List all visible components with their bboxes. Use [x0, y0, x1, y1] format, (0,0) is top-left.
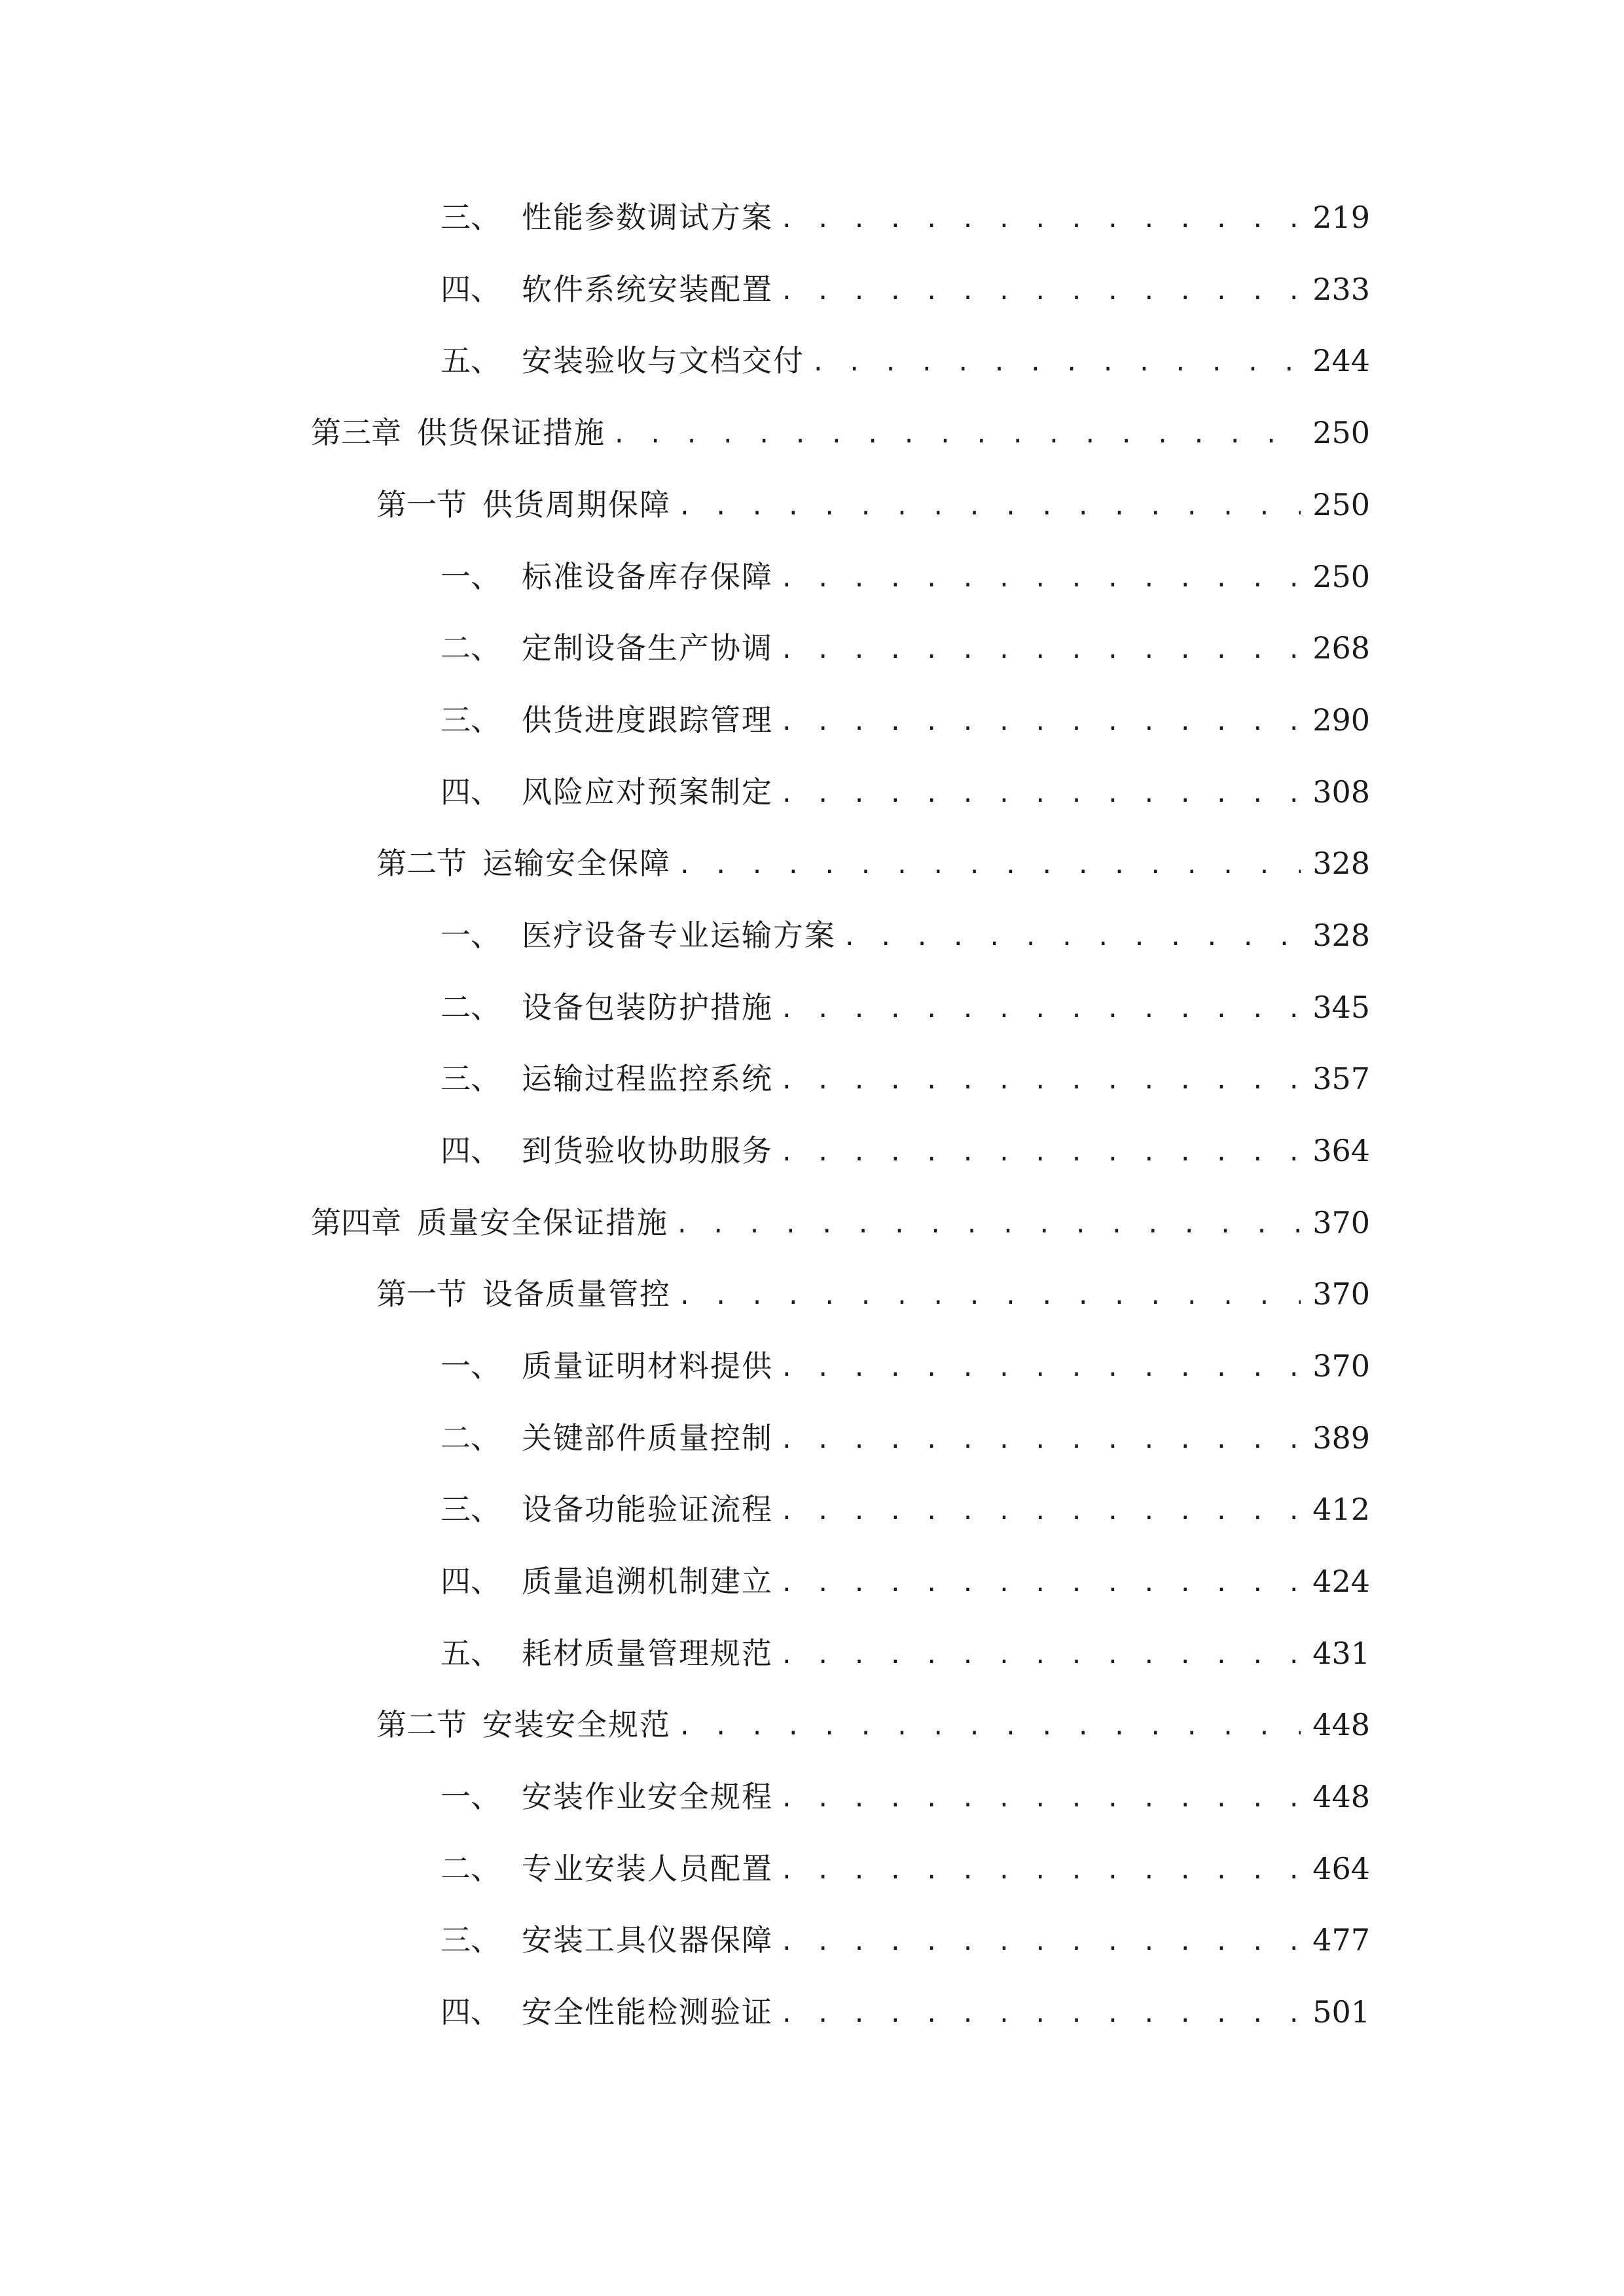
dot-leader [780, 1412, 1301, 1464]
entry-number: 第三章 [311, 415, 401, 450]
dot-leader [780, 1340, 1301, 1392]
entry-number: 一、 [441, 1779, 501, 1814]
toc-entry[interactable] [441, 622, 1370, 674]
toc-entry[interactable] [376, 837, 1370, 889]
toc-entry[interactable] [441, 1483, 1370, 1535]
entry-number: 四、 [441, 774, 501, 810]
entry-page-number: 233 [1312, 272, 1370, 307]
entry-title: 关键部件质量控制 [522, 1420, 773, 1456]
toc-entry[interactable] [311, 406, 1370, 459]
toc-entry[interactable] [441, 1770, 1370, 1823]
toc-entry[interactable] [441, 1986, 1370, 2038]
entry-title: 供货周期保障 [482, 487, 671, 522]
entry-number: 三、 [441, 200, 501, 235]
entry-page-number: 219 [1312, 200, 1370, 235]
dot-leader [677, 478, 1301, 531]
entry-title: 设备质量管控 [482, 1276, 671, 1312]
entry-page-number: 448 [1312, 1707, 1370, 1742]
toc-entry[interactable] [441, 1555, 1370, 1607]
dot-leader [780, 1124, 1301, 1177]
entry-number: 二、 [441, 630, 501, 666]
dot-leader [780, 1627, 1301, 1679]
entry-page-number: 370 [1312, 1348, 1370, 1384]
entry-page-number: 370 [1312, 1276, 1370, 1312]
dot-leader [780, 1770, 1301, 1823]
entry-page-number: 389 [1312, 1420, 1370, 1456]
entry-page-number: 290 [1312, 702, 1370, 738]
toc-entry[interactable] [376, 1268, 1370, 1320]
entry-title: 耗材质量管理规范 [522, 1636, 773, 1671]
entry-page-number: 424 [1312, 1564, 1370, 1599]
entry-number: 五、 [441, 343, 501, 378]
toc-entry[interactable] [441, 981, 1370, 1033]
entry-title: 质量证明材料提供 [522, 1348, 773, 1384]
entry-number: 四、 [441, 272, 501, 307]
entry-title: 安装工具仪器保障 [522, 1922, 773, 1958]
entry-title: 医疗设备专业运输方案 [522, 918, 836, 953]
entry-title: 安全性能检测验证 [522, 1994, 773, 2030]
toc-entry[interactable] [441, 694, 1370, 746]
toc-entry[interactable] [441, 1412, 1370, 1464]
entry-title: 风险应对预案制定 [522, 774, 773, 810]
entry-number: 二、 [441, 990, 501, 1025]
dot-leader [811, 334, 1301, 387]
entry-page-number: 448 [1312, 1779, 1370, 1814]
entry-number: 一、 [441, 918, 501, 953]
entry-title: 运输安全保障 [482, 846, 671, 881]
toc-entry[interactable] [441, 1627, 1370, 1679]
dot-leader [780, 263, 1301, 315]
entry-title: 安装验收与文档交付 [522, 343, 804, 378]
dot-leader [842, 909, 1301, 961]
entry-page-number: 250 [1312, 415, 1370, 450]
entry-title: 设备功能验证流程 [522, 1492, 773, 1527]
entry-title: 性能参数调试方案 [522, 200, 773, 235]
entry-page-number: 464 [1312, 1851, 1370, 1886]
toc-entry[interactable] [441, 1842, 1370, 1895]
entry-number: 三、 [441, 702, 501, 738]
dot-leader [780, 1986, 1301, 2038]
entry-number: 一、 [441, 1348, 501, 1384]
entry-title: 软件系统安装配置 [522, 272, 773, 307]
dot-leader [780, 1052, 1301, 1105]
dot-leader [780, 1914, 1301, 1966]
dot-leader [780, 1842, 1301, 1895]
toc-entry[interactable] [441, 909, 1370, 961]
entry-page-number: 364 [1312, 1133, 1370, 1168]
entry-title: 安装安全规范 [482, 1707, 671, 1742]
entry-number: 二、 [441, 1420, 501, 1456]
entry-title: 供货保证措施 [417, 415, 605, 450]
entry-number: 一、 [441, 559, 501, 594]
entry-number: 三、 [441, 1922, 501, 1958]
entry-page-number: 431 [1312, 1636, 1370, 1671]
toc-entry[interactable] [441, 1124, 1370, 1177]
dot-leader [612, 406, 1301, 459]
entry-number: 第一节 [376, 487, 467, 522]
entry-number: 四、 [441, 1133, 501, 1168]
dot-leader [780, 191, 1301, 243]
entry-title: 定制设备生产协调 [522, 630, 773, 666]
toc-entry[interactable] [441, 263, 1370, 315]
toc-entry[interactable] [311, 1196, 1370, 1249]
entry-page-number: 308 [1312, 774, 1370, 810]
toc-entry[interactable] [376, 1698, 1370, 1751]
entry-number: 五、 [441, 1636, 501, 1671]
entry-page-number: 268 [1312, 630, 1370, 666]
dot-leader [675, 1196, 1301, 1249]
toc-entry[interactable] [441, 1052, 1370, 1105]
entry-page-number: 250 [1312, 487, 1370, 522]
entry-title: 质量安全保证措施 [417, 1205, 668, 1240]
dot-leader [677, 837, 1301, 889]
entry-title: 标准设备库存保障 [522, 559, 773, 594]
entry-page-number: 501 [1312, 1994, 1370, 2030]
entry-page-number: 477 [1312, 1922, 1370, 1958]
entry-number: 三、 [441, 1492, 501, 1527]
entry-page-number: 244 [1312, 343, 1370, 378]
entry-number: 四、 [441, 1564, 501, 1599]
toc-entry[interactable] [441, 191, 1370, 243]
entry-number: 第二节 [376, 1707, 467, 1742]
entry-page-number: 328 [1312, 846, 1370, 881]
entry-title: 运输过程监控系统 [522, 1061, 773, 1096]
dot-leader [677, 1268, 1301, 1320]
dot-leader [780, 694, 1301, 746]
entry-page-number: 328 [1312, 918, 1370, 953]
toc-entry[interactable] [441, 766, 1370, 818]
dot-leader [780, 981, 1301, 1033]
entry-page-number: 250 [1312, 559, 1370, 594]
entry-number: 第四章 [311, 1205, 401, 1240]
entry-page-number: 357 [1312, 1061, 1370, 1096]
toc-entry[interactable] [376, 478, 1370, 531]
toc-entry[interactable] [441, 1914, 1370, 1966]
entry-number: 第二节 [376, 846, 467, 881]
dot-leader [780, 622, 1301, 674]
entry-title: 设备包装防护措施 [522, 990, 773, 1025]
entry-page-number: 345 [1312, 990, 1370, 1025]
dot-leader [780, 1483, 1301, 1535]
entry-title: 供货进度跟踪管理 [522, 702, 773, 738]
entry-number: 四、 [441, 1994, 501, 2030]
entry-number: 二、 [441, 1851, 501, 1886]
entry-title: 质量追溯机制建立 [522, 1564, 773, 1599]
entry-number: 三、 [441, 1061, 501, 1096]
dot-leader [677, 1698, 1301, 1751]
dot-leader [780, 550, 1301, 603]
toc-entry[interactable] [441, 1340, 1370, 1392]
dot-leader [780, 766, 1301, 818]
toc-entry[interactable] [441, 550, 1370, 603]
entry-title: 安装作业安全规程 [522, 1779, 773, 1814]
entry-page-number: 412 [1312, 1492, 1370, 1527]
entry-page-number: 370 [1312, 1205, 1370, 1240]
dot-leader [780, 1555, 1301, 1607]
entry-title: 专业安装人员配置 [522, 1851, 773, 1886]
toc-entry[interactable] [441, 334, 1370, 387]
entry-number: 第一节 [376, 1276, 467, 1312]
entry-title: 到货验收协助服务 [522, 1133, 773, 1168]
